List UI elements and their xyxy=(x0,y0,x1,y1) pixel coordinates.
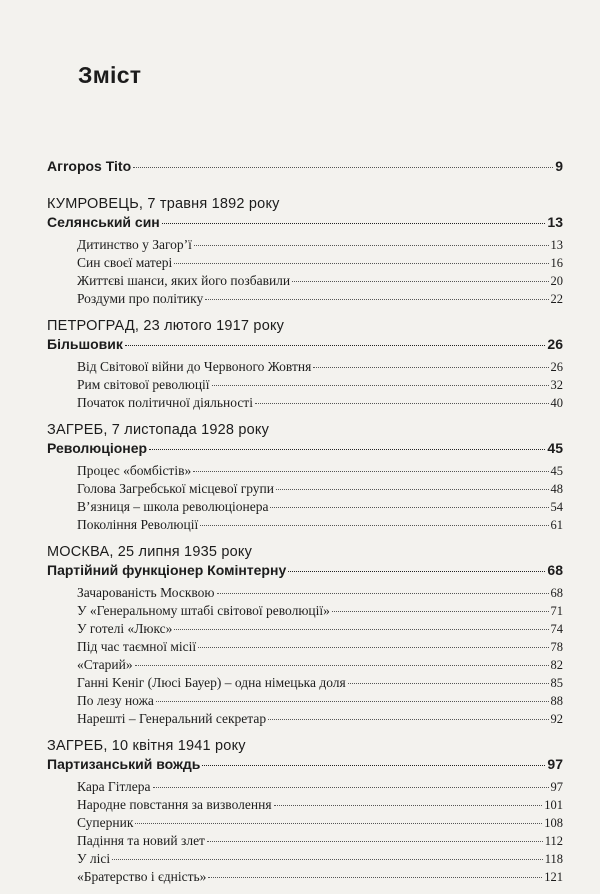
toc-intro-entry xyxy=(47,158,563,178)
subchapter-entry xyxy=(47,674,563,692)
subchapter-entry xyxy=(47,656,563,674)
subchapter-label: «Старий» xyxy=(77,657,133,672)
subchapter-entry xyxy=(47,498,563,516)
subchapter-page: 108 xyxy=(544,816,563,830)
subchapter-page: 40 xyxy=(550,396,563,410)
chapter-page: 26 xyxy=(547,336,563,352)
subchapter-entry xyxy=(47,394,563,412)
chapter-page: 97 xyxy=(547,756,563,772)
toc-section xyxy=(47,316,563,412)
dot-leader xyxy=(125,345,546,346)
dot-leader xyxy=(313,367,548,368)
subchapter-entry xyxy=(47,778,563,796)
subchapter-entry xyxy=(47,480,563,498)
subchapter-label: У «Генеральному штабі світової революції» xyxy=(77,603,330,618)
dot-leader xyxy=(202,765,545,766)
dot-leader xyxy=(268,719,548,720)
toc-section xyxy=(47,542,563,728)
subchapter-entry xyxy=(47,290,563,308)
subchapter-page: 88 xyxy=(550,694,563,708)
subchapter-entry xyxy=(47,638,563,656)
subchapter-page: 48 xyxy=(550,482,563,496)
chapter-label: Більшовик xyxy=(47,336,123,352)
subchapter-page: 22 xyxy=(550,292,563,306)
subchapter-label: Рим світової революції xyxy=(77,377,210,392)
table-of-contents xyxy=(47,158,563,894)
subchapter-page: 26 xyxy=(550,360,563,374)
subchapter-page: 16 xyxy=(550,256,563,270)
subchapter-label: Життєві шанси, яких його позбавили xyxy=(77,273,291,288)
subchapter-label: У лісі xyxy=(77,851,111,866)
subchapter-label: Роздуми про політику xyxy=(77,291,204,306)
subchapter-entry xyxy=(47,254,563,272)
chapter-label: Революціонер xyxy=(47,440,148,456)
subchapter-entry xyxy=(47,584,563,602)
subchapter-label: Початок політичної діяльності xyxy=(77,395,253,410)
subchapter-page: 82 xyxy=(550,658,563,672)
toc-section xyxy=(47,736,563,886)
subchapter-label: Дитинство у Загор’ї xyxy=(77,237,192,252)
subchapter-label: Зачарованість Москвою xyxy=(77,585,215,600)
dot-leader xyxy=(348,683,549,684)
dot-leader xyxy=(292,281,548,282)
dot-leader xyxy=(153,787,549,788)
dot-leader xyxy=(200,525,548,526)
subchapter-label: Процес «бомбістів» xyxy=(77,463,192,478)
subchapter-page: 74 xyxy=(550,622,563,636)
subchapter-page: 85 xyxy=(550,676,563,690)
subchapter-label: Під час таємної місії xyxy=(77,639,197,654)
dot-leader xyxy=(270,507,548,508)
subchapter-page: 71 xyxy=(550,604,563,618)
subchapter-page: 92 xyxy=(550,712,563,726)
subchapter-label: Народне повстання за визволення xyxy=(77,797,272,812)
chapter-entry xyxy=(47,756,563,777)
subchapter-entry xyxy=(47,462,563,480)
subchapter-label: Голова Загребської місцевої групи xyxy=(77,481,275,496)
section-place-date: МОСКВА, 25 липня 1935 року xyxy=(47,544,253,560)
dot-leader xyxy=(174,263,548,264)
toc-section xyxy=(47,194,563,308)
dot-leader xyxy=(133,167,553,168)
dot-leader xyxy=(255,403,549,404)
subchapter-label: Від Світової війни до Червоного Жовтня xyxy=(77,359,312,374)
subchapter-page: 32 xyxy=(550,378,563,392)
section-place-date: ЗАГРЕБ, 7 листопада 1928 року xyxy=(47,422,270,438)
chapter-entry xyxy=(47,336,563,357)
dot-leader xyxy=(288,571,545,572)
dot-leader xyxy=(212,385,549,386)
chapter-entry xyxy=(47,214,563,235)
subchapter-page: 78 xyxy=(550,640,563,654)
subchapter-page: 61 xyxy=(550,518,563,532)
dot-leader xyxy=(149,449,545,450)
subchapter-label: В’язниця – школа революціонера xyxy=(77,499,269,514)
dot-leader xyxy=(205,299,548,300)
chapter-label: Партизанський вождь xyxy=(47,756,201,772)
subchapter-entry xyxy=(47,272,563,290)
subchapter-entry xyxy=(47,710,563,728)
toc-section xyxy=(47,420,563,534)
page-title: Зміст xyxy=(78,62,142,88)
subchapter-page: 121 xyxy=(544,870,563,884)
dot-leader xyxy=(135,665,549,666)
subchapter-entry xyxy=(47,516,563,534)
dot-leader xyxy=(208,877,542,878)
toc-intro-label: Агropos Tito xyxy=(47,158,132,174)
subchapter-page: 97 xyxy=(550,780,563,794)
subchapter-label: Падіння та новий злет xyxy=(77,833,205,848)
subchapter-page: 20 xyxy=(550,274,563,288)
section-place-date: ПЕТРОГРАД, 23 лютого 1917 року xyxy=(47,318,285,334)
subchapter-entry xyxy=(47,850,563,868)
dot-leader xyxy=(332,611,549,612)
chapter-label: Партійний функціонер Комінтерну xyxy=(47,562,287,578)
dot-leader xyxy=(156,701,549,702)
subchapter-page: 68 xyxy=(550,586,563,600)
subchapter-label: «Братерство і єдність» xyxy=(77,869,207,884)
section-place-date: ЗАГРЕБ, 10 квітня 1941 року xyxy=(47,738,246,754)
dot-leader xyxy=(217,593,549,594)
subchapter-label: Суперник xyxy=(77,815,134,830)
chapter-page: 68 xyxy=(547,562,563,578)
subchapter-entry xyxy=(47,868,563,886)
subchapter-entry xyxy=(47,358,563,376)
subchapter-page: 13 xyxy=(550,238,563,252)
subchapter-entry xyxy=(47,814,563,832)
dot-leader xyxy=(194,245,549,246)
dot-leader xyxy=(198,647,548,648)
subchapter-entry xyxy=(47,236,563,254)
subchapter-page: 101 xyxy=(544,798,563,812)
subchapter-label: Покоління Революції xyxy=(77,517,199,532)
dot-leader xyxy=(193,471,548,472)
subchapter-page: 45 xyxy=(550,464,563,478)
dot-leader xyxy=(162,223,546,224)
dot-leader xyxy=(135,823,542,824)
section-place-date: КУМРОВЕЦЬ, 7 травня 1892 року xyxy=(47,196,280,212)
dot-leader xyxy=(112,859,543,860)
chapter-page: 45 xyxy=(547,440,563,456)
dot-leader xyxy=(276,489,548,490)
dot-leader xyxy=(274,805,543,806)
subchapter-page: 54 xyxy=(550,500,563,514)
chapter-label: Селянський син xyxy=(47,214,160,230)
toc-intro-page: 9 xyxy=(555,158,563,174)
subchapter-entry xyxy=(47,692,563,710)
subchapter-page: 118 xyxy=(544,852,563,866)
subchapter-label: Син своєї матері xyxy=(77,255,173,270)
subchapter-entry xyxy=(47,602,563,620)
dot-leader xyxy=(207,841,543,842)
chapter-page: 13 xyxy=(547,214,563,230)
subchapter-label: По лезу ножа xyxy=(77,693,154,708)
subchapter-label: У готелі «Люкс» xyxy=(77,621,173,636)
subchapter-entry xyxy=(47,376,563,394)
chapter-entry xyxy=(47,440,563,461)
subchapter-entry xyxy=(47,832,563,850)
subchapter-label: Кара Гітлера xyxy=(77,779,151,794)
subchapter-label: Ганні Keнiг (Люсі Бауер) – одна німецька доля xyxy=(77,675,346,690)
subchapter-page: 112 xyxy=(544,834,563,848)
subchapter-entry xyxy=(47,620,563,638)
chapter-entry xyxy=(47,562,563,583)
subchapter-label: Нарешті – Генеральний секретар xyxy=(77,711,267,726)
subchapter-entry xyxy=(47,796,563,814)
dot-leader xyxy=(174,629,548,630)
